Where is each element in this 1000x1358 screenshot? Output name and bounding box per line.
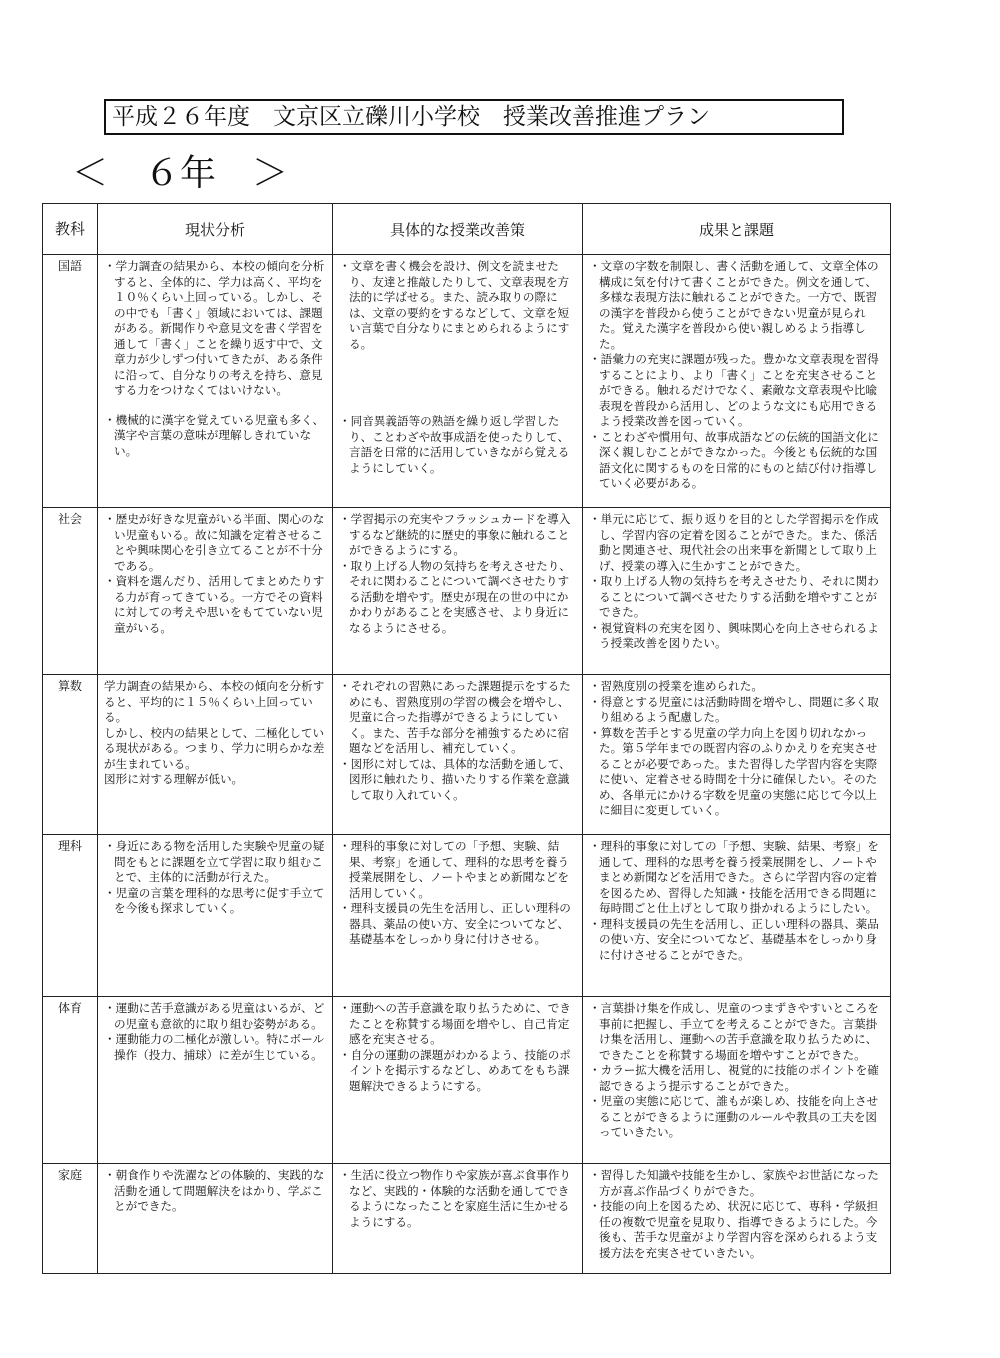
results-cell (583, 835, 891, 997)
list-item: ・自分の運動の課題がわかるよう、技能のポイントを掲示するなどし、めあてをもち課題解決できるようにする。 (339, 1047, 571, 1093)
analysis-text: 学力調査の結果から、本校の傾向を分析すると、平均的に１５％くらい上回っている。 しかし、校内の結果として、二極化している現状がある。つまり、学力に明らかな差が生まれている。 図形に対する理解が低い。 (104, 679, 325, 786)
measures-cell (333, 255, 583, 508)
table-row (43, 255, 891, 508)
list-item: ・身近にある物を活用した実験や児童の疑問をもとに課題を立て学習に取り組むことで、主体的に活動が行えた。 (104, 839, 325, 884)
list-item: ・図形に対しては、具体的な活動を通して、図形に触れたり、描いたりする作業を意識して取り入れていく。 (339, 756, 571, 802)
results-cell (583, 255, 891, 508)
list-item: ・朝食作りや洗濯などの体験的、実践的な活動を通して問題解決をはかり、学ぶことができた。 (104, 1168, 325, 1213)
header-subject: 教科 (43, 204, 98, 255)
analysis-cell (98, 835, 333, 997)
measures-cell (333, 835, 583, 997)
list-item: ・習熟度別の授業を進められた。 (589, 679, 763, 693)
list-item: ・文章を書く機会を設け、例文を読ませたり、友達と推敲したりして、文章表現を方法的に学ばせる。また、読み取りの際には、文章の要約をするなどして、文章を短い言葉で自分なりにまとめられるようにする。 (339, 259, 570, 351)
list-item: ・カラー拡大機を活用し、視覚的に技能のポイントを確認できるよう提示することができた。 (589, 1063, 879, 1093)
header-analysis: 現状分析 (98, 204, 333, 255)
list-item: ・運動に苦手意識がある児童はいるが、どの児童も意欲的に取り組む姿勢がある。 (104, 1001, 325, 1031)
analysis-cell (98, 675, 333, 835)
list-item: ・理科的事象に対しての「予想、実験、結果、考察」を通して、理科的な思考を養う授業展開をし、ノートやまとめ新聞などを活用できた。さらに学習内容の定着を図るため、習得した知識・技能を活用できる問題に毎時間ごと仕上げとして取り掛かれるようにしたい。 (589, 839, 879, 915)
list-item: ・それぞれの習熟にあった課題提示をするためにも、習熟度別の学習の機会を増やし、児童に合った指導ができるようにしていく。また、苦手な部分を補強するために宿題などを活用し、補充していく。 (339, 679, 571, 755)
analysis-cell (98, 1164, 333, 1274)
results-cell (583, 997, 891, 1164)
list-item: ・運動能力の二極化が激しい。特にボール操作（投力、捕球）に差が生じている。 (104, 1032, 325, 1062)
measures-cell (333, 997, 583, 1164)
subject-sansu: 算数 (43, 675, 98, 835)
analysis-cell (98, 997, 333, 1164)
list-item: ・資料を選んだり、活用してまとめたりする力が育ってきている。一方でその資料に対しての考えや思いをもてていない児童がいる。 (104, 574, 325, 635)
table-row (43, 508, 891, 675)
list-item: ・習得した知識や技能を生かし、家族やお世話になった方が喜ぶ作品づくりができた。 (589, 1168, 879, 1198)
header-results: 成果と課題 (583, 204, 891, 255)
measures-cell (333, 508, 583, 675)
improvement-plan-table (42, 203, 891, 1274)
grade-heading: ＜ ６年 ＞ (72, 153, 289, 194)
header-measures: 具体的な授業改善策 (333, 204, 583, 255)
list-item: ・文章の字数を制限し、書く活動を通して、文章全体の構成に気を付けて書くことができた。例文を通して、多様な表現方法に触れることができた。一方で、既習の漢字を普段から使うことができない児童が見られた。覚えた漢字を普段から使い親しめるよう指導した。 (589, 259, 879, 351)
list-item: ・児童の言葉を理科的な思考に促す手立てを今後も探求していく。 (104, 885, 325, 915)
results-cell (583, 508, 891, 675)
list-item: ・運動への苦手意識を取り払うために、できたことを称賛する場面を増やし、自己肯定感を充実させる。 (339, 1001, 571, 1046)
subject-taiiku: 体育 (43, 997, 98, 1164)
list-item: ・取り上げる人物の気持ちを考えさせたり、それに関わることについて調べさせたりする活動を増やす。歴史が現在の世の中にかかわりがあることを実感させ、より身近になるようにさせる。 (339, 558, 571, 635)
subject-shakai: 社会 (43, 508, 98, 675)
subject-rika: 理科 (43, 835, 98, 997)
subject-kokugo: 国語 (43, 255, 98, 508)
analysis-cell (98, 255, 333, 508)
table-header-row (43, 204, 891, 255)
results-cell (583, 675, 891, 835)
list-item: ・語彙力の充実に課題が残った。豊かな文章表現を習得することにより、より「書く」ことを充実させることができる。触れるだけでなく、素敵な文章表現や比喩表現を普段から活用し、どのような文にも応用できるよう授業改善を図っていく。 (589, 352, 879, 428)
list-item: ・学習掲示の充実やフラッシュカードを導入するなど継続的に歴史的事象に触れることができるようにする。 (339, 512, 571, 557)
subject-katei: 家庭 (43, 1164, 98, 1274)
table-row (43, 1164, 891, 1274)
list-item: ・言葉掛け集を作成し、児童のつまずきやすいところを事前に把握し、手立てを考えることができた。言葉掛け集を活用し、運動への苦手意識を取り払うために、できたことを称賛する場面を増やすことができた。 (589, 1001, 879, 1062)
table-row (43, 675, 891, 835)
measures-cell (333, 1164, 583, 1274)
list-item: ・技能の向上を図るため、状況に応じて、専科・学級担任の複数で児童を見取り、指導できるようにした。今後も、苦手な児童がより学習内容を深められるよう支援方法を充実させていきたい。 (589, 1199, 879, 1260)
list-item: ・歴史が好きな児童がいる半面、関心のない児童もいる。故に知識を定着させることや興味関心を引き立てることが不十分である。 (104, 512, 325, 573)
list-item: ・取り上げる人物の気持ちを考えさせたり、それに関わることについて調べさせたりする活動を増やすことができた。 (589, 574, 879, 619)
list-item: ・理科支援員の先生を活用し、正しい理科の器具、薬品の使い方、安全についてなど、基礎基本をしっかり身に付けさせる。 (339, 901, 571, 946)
results-cell (583, 1164, 891, 1274)
list-item: ・算数を苦手とする児童の学力向上を図り切れなかった。第５学年までの既習内容のふりかえりを充実させることが必要であった。また習得した学習内容を実際に使い、定着させる時間を十分に確保したい。そのため、各単元にかける字数を児童の実態に応じて今以上に細目に変更していく。 (589, 725, 878, 817)
page-title: 平成２６年度 文京区立礫川小学校 授業改善推進プラン (104, 99, 844, 135)
list-item: ・理科的事象に対しての「予想、実験、結果、考察」を通して、理科的な思考を養う授業展開をし、ノートやまとめ新聞などを活用していく。 (339, 839, 570, 900)
list-item: ・得意とする児童には活動時間を増やし、問題に多く取り組めるよう配慮した。 (589, 694, 879, 724)
list-item: ・単元に応じて、振り返りを目的とした学習掲示を作成し、学習内容の定着を図ることができた。また、係活動と関連させ、現代社会の出来事を新聞として取り上げ、授業の導入に生かすことができた。 (589, 512, 879, 573)
list-item: ・学力調査の結果から、本校の傾向を分析すると、全体的に、学力は高く、平均を１０％くらい上回っている。しかし、その中でも「書く」領域においては、課題がある。新聞作りや意見文を書く学習を通して「書く」ことを繰り返す中で、文章力が少しずつ付いてきたが、ある条件に沿って、自分なりの考えを持ち、意見する力をつけなくてはいけない。 (104, 259, 325, 397)
table-row (43, 835, 891, 997)
analysis-cell (98, 508, 333, 675)
list-item: ・同音異義語等の熟語を繰り返し学習したり、ことわざや故事成語を使ったりして、言語を日常的に活用していきながら覚えるようにしていく。 (339, 414, 570, 475)
list-item: ・児童の実態に応じて、誰もが楽しめ、技能を向上させることができるように運動のルールや教具の工夫を図っていきたい。 (589, 1094, 879, 1139)
measures-cell (333, 675, 583, 835)
list-item: ・視覚資料の充実を図り、興味関心を向上させられるよう授業改善を図りたい。 (589, 620, 879, 650)
list-item: ・生活に役立つ物作りや家族が喜ぶ食事作りなど、実践的・体験的な活動を通してできるようになったことを家庭生活に生かせるようにする。 (339, 1168, 571, 1229)
list-item: ・理科支援員の先生を活用し、正しい理科の器具、薬品の使い方、安全についてなど、基礎基本をしっかり身に付けさせることができた。 (589, 916, 879, 962)
list-item: ・機械的に漢字を覚えている児童も多く、漢字や言葉の意味が理解しきれていない。 (104, 412, 325, 458)
list-item: ・ことわざや慣用句、故事成語などの伝統的国語文化に深く親しむことができなかった。今後とも伝統的な国語文化に関するものを日常的にものと結び付け指導していく必要がある。 (589, 429, 879, 490)
table-row (43, 997, 891, 1164)
